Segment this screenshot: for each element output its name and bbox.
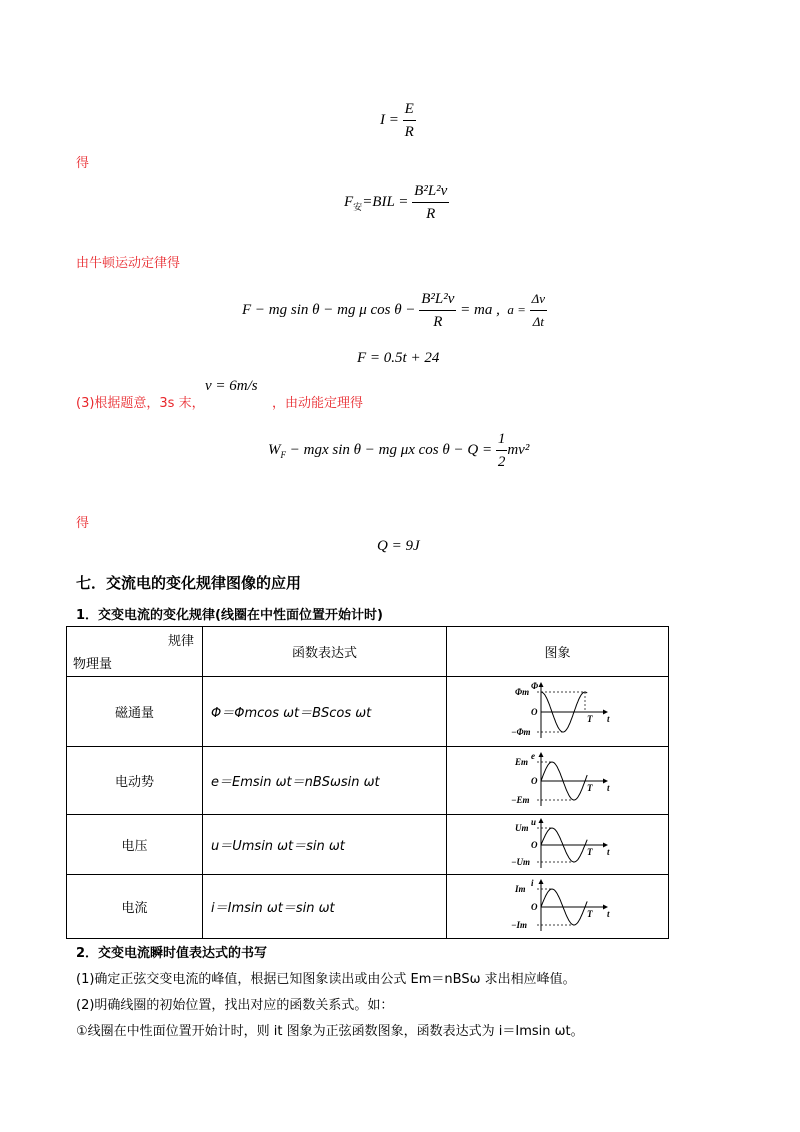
paragraph-3: ①线圈在中性面位置开始计时，则 it 图象为正弦函数图象，函数表达式为 i＝Imsin ωt。	[76, 1024, 584, 1039]
table-header-row	[67, 627, 669, 677]
y-axis-arrow	[538, 879, 543, 884]
period-label: T	[586, 908, 592, 919]
period-label: T	[586, 846, 592, 857]
waveform-graph	[499, 680, 617, 740]
y-max-label: Em	[514, 756, 528, 767]
y-label: i	[530, 877, 534, 888]
y-max-label: Um	[514, 822, 528, 833]
formula-text: e＝Emsin ωt＝nBSωsin ωt	[203, 747, 447, 815]
text-de-1: 得	[76, 156, 90, 171]
subsection-title-1: 1．交变电流的变化规律(线圈在中性面位置开始计时)	[76, 608, 383, 623]
table-header-diagonal	[67, 627, 203, 677]
y-label: e	[530, 750, 535, 761]
period-label: T	[586, 782, 592, 793]
table-row	[67, 677, 669, 747]
equation-force-time: F = 0.5t + 24	[357, 350, 440, 366]
equation-heat: Q = 9J	[377, 538, 420, 554]
y-axis-arrow	[538, 752, 543, 757]
equation-energy: $W_F$ − mgx sin θ − mg μx cos θ − Q = $\frac{1}{2}$ mv²	[268, 428, 529, 473]
text-part3-prefix: (3)根据题意，3s 末，	[76, 396, 205, 411]
t-label: t	[606, 908, 610, 919]
text-part3-velocity: v = 6m/s	[205, 378, 258, 394]
y-label: Φ	[530, 680, 538, 691]
y-min-label: −Um	[510, 856, 530, 867]
origin-label: O	[530, 775, 537, 786]
formula-text: Φ＝Φmcos ωt＝BScos ωt	[203, 677, 447, 747]
period-label: T	[586, 713, 592, 724]
header-graph: 图象	[447, 627, 669, 677]
waveform-graph	[499, 816, 617, 870]
text-part3-suffix: ，由动能定理得	[272, 396, 364, 411]
table-row	[67, 875, 669, 939]
waveform-graph	[499, 877, 617, 933]
y-max-label: Im	[514, 883, 526, 894]
subsection-title-2: 2．交变电流瞬时值表达式的书写	[76, 946, 268, 961]
section-title-7: 七．交流电的变化规律图像的应用	[76, 574, 302, 592]
header-quantity-label: 物理量	[73, 657, 113, 672]
table-row	[67, 815, 669, 875]
quantity-name: 电压	[67, 815, 203, 875]
quantity-name: 电流	[67, 875, 203, 939]
equation-current: I = $\frac{E}{R}$	[380, 98, 416, 143]
graph-cell	[447, 747, 669, 815]
equation-newton: F − mg sin θ − mg μ cos θ − $\frac{\text{B²L²v}}{R}$ = ma , a = $\frac{\Delta v}{\Delta t}$	[242, 288, 547, 333]
header-rule-label: 规律	[167, 634, 194, 649]
t-label: t	[606, 713, 610, 724]
graph-cell	[447, 875, 669, 939]
t-label: t	[606, 846, 610, 857]
ac-rules-table	[66, 626, 669, 939]
formula-text: i＝Imsin ωt＝sin ωt	[203, 875, 447, 939]
y-min-label: −Im	[510, 919, 527, 930]
waveform-graph	[499, 750, 617, 808]
quantity-name: 磁通量	[67, 677, 203, 747]
y-min-label: −Φm	[510, 726, 531, 737]
origin-label: O	[530, 901, 537, 912]
origin-label: O	[530, 839, 537, 850]
y-max-label: Φm	[514, 686, 529, 697]
text-newton-law: 由牛顿运动定律得	[76, 256, 181, 271]
equation-ampere-force: $F_安=BIL$ = $\frac{\text{B²L²v}}{R}$	[344, 180, 449, 225]
t-label: t	[606, 782, 610, 793]
quantity-name: 电动势	[67, 747, 203, 815]
formula-text: u＝Umsin ωt＝sin ωt	[203, 815, 447, 875]
origin-label: O	[530, 706, 537, 717]
table-row	[67, 747, 669, 815]
y-label: u	[530, 816, 536, 827]
y-axis-arrow	[538, 818, 543, 823]
y-min-label: −Em	[510, 794, 529, 805]
text-de-2: 得	[76, 516, 90, 531]
y-axis-arrow	[538, 682, 543, 687]
header-formula: 函数表达式	[203, 627, 447, 677]
graph-cell	[447, 677, 669, 747]
paragraph-2: (2)明确线圈的初始位置，找出对应的函数关系式。如：	[76, 998, 394, 1013]
graph-cell	[447, 815, 669, 875]
paragraph-1: (1)确定正弦交变电流的峰值，根据已知图象读出或由公式 Em＝nBSω 求出相应峰值。	[76, 972, 576, 987]
